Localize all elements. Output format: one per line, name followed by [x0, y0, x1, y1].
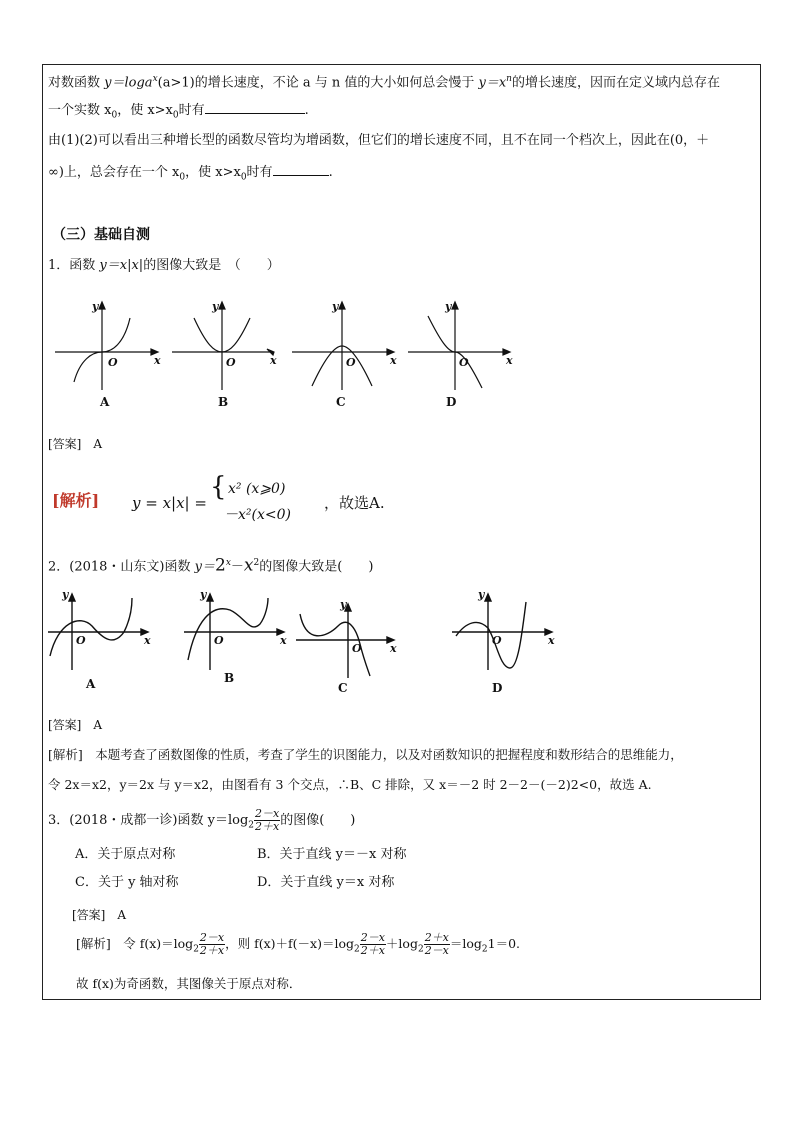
option-b-label: B	[218, 395, 229, 409]
q2-analysis-2: 令 2x＝x2，y＝2x 与 y＝x2，由图看有 3 个交点，∴B、C 排除，又 x＝－2 时 2－2－(－2)2<0，故选 A.	[48, 777, 652, 792]
svg-text:x: x	[390, 354, 397, 367]
formula-case-2: －x²(x<0)	[224, 507, 291, 523]
svg-text:x: x	[270, 354, 277, 367]
svg-text:y: y	[445, 300, 452, 313]
q3-option-a[interactable]: A．关于原点对称	[75, 847, 176, 862]
curve-d	[456, 602, 526, 668]
svg-text:O: O	[76, 634, 86, 647]
q3-conclusion: 故 f(x)为奇函数，其图像关于原点对称．	[76, 976, 302, 991]
q2-stem: 2．(2018・山东文)函数 $y=2^x-x^2$的图像大致是( )	[48, 555, 374, 576]
analysis-label: [解析]	[52, 491, 100, 510]
y-axis-arrow	[99, 302, 105, 309]
brace: {	[210, 472, 227, 502]
section-title: （三）基础自测	[52, 227, 150, 243]
svg-text:y: y	[62, 588, 69, 601]
formula-conclusion: ，故选A.	[324, 494, 385, 512]
option-a-label: A	[100, 395, 110, 409]
q3-answer: [答案] A	[72, 908, 127, 922]
svg-text:x: x	[506, 354, 513, 367]
svg-text:D: D	[492, 681, 503, 695]
q3-option-b[interactable]: B．关于直线 y＝－x 对称	[257, 847, 407, 862]
q3-analysis: [解析] 令 $f(x)=\log_2$ $\frac{2-x}{2+x}$ ，则 $f(x)+f(-x)=\log_2$ $\frac{2-x}{2+x}$ $+\log_2$ $\frac{2+x}{2-x}$ $=\log_21=0$.	[76, 931, 521, 957]
q2-graph-options	[44, 584, 564, 702]
svg-text:x: x	[390, 642, 397, 655]
q2-analysis-1: [解析] 本题考查了函数图像的性质，考查了学生的识图能力，以及对函数知识的把握程度和数形结合的思维能力，	[48, 747, 683, 762]
option-d-label: D	[446, 395, 457, 409]
intro-line-3: 由(1)(2)可以看出三种增长型的函数尽管均为增函数，但它们的增长速度不同，且不在同一个档次上，因此在(0，＋	[48, 133, 710, 148]
fill-blank[interactable]	[205, 101, 305, 114]
q3-stem: 3．(2018・成都一诊)函数 $y=\log_2$ $\frac{2-x}{2+x}$ 的图像( )	[48, 807, 356, 833]
intro-line-1: 对数函数 y＝loga$^x$(a>1)的增长速度，不论 a 与 n 值的大小如何总会慢于 $y=x^n$的增长速度，因而在定义域内总存在	[48, 74, 720, 91]
intro-line-4: ∞)上，总会存在一个 $x_0$，使 $x>x_0$时有 .	[48, 165, 333, 183]
svg-text:O: O	[346, 356, 356, 369]
option-c-label: C	[336, 395, 346, 409]
q1-answer: [答案] A	[48, 437, 103, 451]
fill-blank[interactable]	[273, 163, 329, 176]
intro-line-2: 一个实数 $x_0$，使 $x>x_0$时有 .	[48, 103, 309, 121]
svg-text:x: x	[144, 634, 151, 647]
svg-text:A: A	[86, 677, 96, 691]
svg-text:O: O	[352, 642, 362, 655]
svg-text:B: B	[224, 671, 235, 685]
formula-case-1: x² (x⩾0)	[228, 481, 286, 497]
curve-a	[50, 598, 132, 656]
q3-option-c[interactable]: C．关于 y 轴对称	[75, 875, 179, 890]
q2-answer: [答案] A	[48, 718, 103, 732]
svg-text:y: y	[340, 598, 347, 611]
svg-text:y: y	[212, 300, 219, 313]
svg-text:y: y	[478, 588, 485, 601]
q1-graph-options	[50, 290, 530, 420]
q3-option-d[interactable]: D．关于直线 y＝x 对称	[257, 875, 395, 890]
origin-label: O	[108, 356, 118, 369]
svg-text:O: O	[226, 356, 236, 369]
q1-stem: 1．函数 y＝x|x|的图像大致是 （ ）	[48, 258, 280, 273]
svg-text:x: x	[548, 634, 555, 647]
svg-text:O: O	[214, 634, 224, 647]
x-axis-label: x	[154, 354, 161, 367]
curve-b	[188, 598, 268, 660]
svg-text:y: y	[200, 588, 207, 601]
svg-text:O: O	[492, 634, 502, 647]
y-axis-label: y	[92, 300, 99, 313]
svg-text:C: C	[338, 681, 348, 695]
svg-text:y: y	[332, 300, 339, 313]
formula-lhs: y = x|x| =	[132, 494, 207, 512]
svg-text:x: x	[280, 634, 287, 647]
svg-text:O: O	[459, 356, 469, 369]
